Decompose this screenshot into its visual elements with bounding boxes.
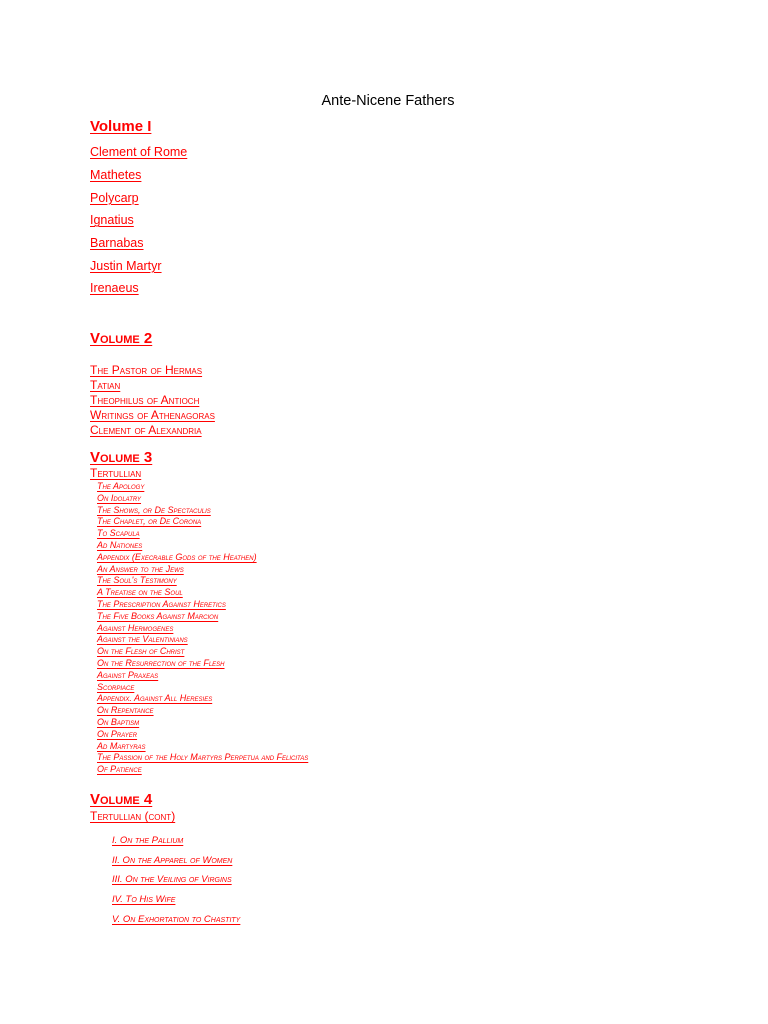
volume-4-item-link[interactable]: II. On the Apparel of Women: [112, 854, 233, 866]
volume-3-item-link[interactable]: Against Hermogenes: [97, 622, 174, 633]
volume-2-item-link[interactable]: The Pastor of Hermas: [90, 363, 203, 377]
volume-3-item-link[interactable]: The Five Books Against Marcion: [97, 610, 219, 621]
volume-3-subheading-link[interactable]: Tertullian: [90, 466, 142, 480]
volume-2-item-link[interactable]: Clement of Alexandria: [90, 423, 202, 437]
volume-3-item-link[interactable]: On Baptism: [97, 716, 140, 727]
volume-4-item-link[interactable]: IV. To His Wife: [112, 894, 176, 906]
volume-4-item-link[interactable]: I. On the Pallium: [112, 835, 184, 846]
volume-3-item-link[interactable]: Appendix (Execrable Gods of the Heathen): [97, 551, 257, 562]
volume-3-item-link[interactable]: On Repentance: [97, 705, 154, 716]
volume-3-item-link[interactable]: On Idolatry: [97, 492, 142, 503]
volume-3-item-link[interactable]: Scorpiace: [97, 681, 135, 692]
volume-2-heading-link[interactable]: Volume 2: [90, 330, 153, 347]
volume-3-heading-link[interactable]: Volume 3: [90, 449, 153, 466]
volume-4-item-link[interactable]: V. On Exhortation to Chastity: [112, 913, 241, 925]
volume-4-subheading-link[interactable]: Tertullian (cont): [90, 809, 176, 823]
volume-1-heading-link[interactable]: Volume I: [90, 118, 152, 135]
volume-1-item-link[interactable]: Ignatius: [90, 213, 134, 227]
volume-3-item-link[interactable]: The Soul's Testimony: [97, 575, 177, 586]
page-title: Ante-Nicene Fathers: [321, 93, 455, 109]
volume-4-item-link[interactable]: III. On the Veiling of Virgins: [112, 874, 232, 886]
volume-3-item-link[interactable]: To Scapula: [97, 528, 140, 539]
volume-1-item-link[interactable]: Irenaeus: [90, 281, 139, 295]
volume-1-section: [90, 117, 188, 295]
volume-3-item-link[interactable]: On the Resurrection of the Flesh: [97, 657, 225, 668]
volume-3-list: [97, 481, 308, 776]
volume-1-item-link[interactable]: Mathetes: [90, 168, 142, 182]
volume-4-list: [112, 831, 240, 930]
volume-3-item-link[interactable]: The Passion of the Holy Martyrs Perpetua and Felicitas: [97, 752, 309, 763]
volume-3-item-link[interactable]: Against the Valentinians: [97, 634, 188, 645]
volume-3-item-link[interactable]: The Apology: [97, 481, 145, 491]
volume-1-item-link[interactable]: Clement of Rome: [90, 145, 188, 159]
volume-1-item-link[interactable]: Justin Martyr: [90, 259, 162, 273]
volume-3-item-link[interactable]: Of Patience: [97, 764, 142, 775]
volume-2-item-link[interactable]: Tatian: [90, 378, 121, 392]
volume-3-item-link[interactable]: A Treatise on the Soul: [97, 587, 183, 598]
volume-3-item-link[interactable]: The Prescription Against Heretics: [97, 598, 226, 609]
volume-2-list: [90, 363, 215, 438]
volume-3-item-link[interactable]: An Answer to the Jews: [97, 563, 184, 574]
volume-4-heading-link[interactable]: Volume 4: [90, 791, 153, 808]
volume-3-item-link[interactable]: On Prayer: [97, 728, 138, 739]
volume-3-item-link[interactable]: Appendix. Against All Heresies: [97, 693, 213, 704]
volume-3-item-link[interactable]: Against Praxeas: [97, 669, 159, 680]
volume-3-item-link[interactable]: On the Flesh of Christ: [97, 646, 185, 657]
volume-3-item-link[interactable]: The Chaplet, or De Corona: [97, 516, 202, 527]
volume-3-item-link[interactable]: The Shows, or De Spectaculis: [97, 504, 211, 515]
volume-3-item-link[interactable]: Ad Martyras: [97, 740, 146, 751]
volume-2-item-link[interactable]: Writings of Athenagoras: [90, 408, 215, 422]
volume-3-item-link[interactable]: Ad Nationes: [97, 539, 143, 550]
volume-1-item-link[interactable]: Barnabas: [90, 236, 144, 250]
volume-1-item-link[interactable]: Polycarp: [90, 191, 139, 205]
volume-2-item-link[interactable]: Theophilus of Antioch: [90, 393, 200, 407]
